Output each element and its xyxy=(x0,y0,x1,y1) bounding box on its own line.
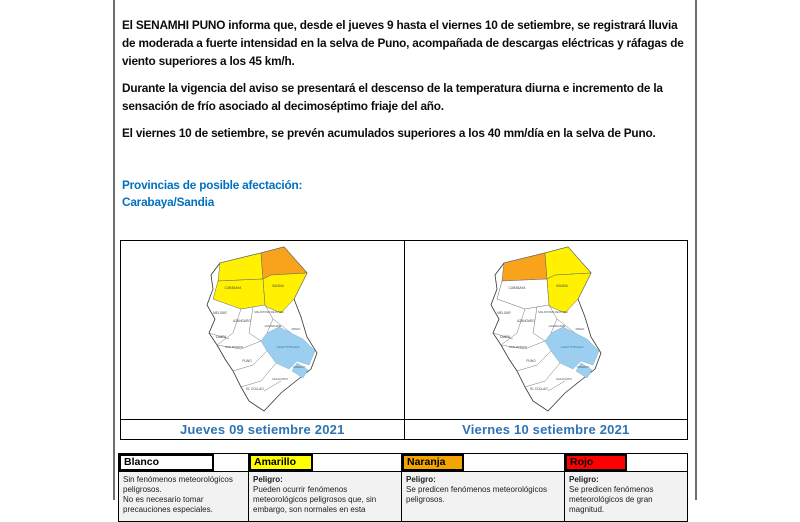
legend-line: Se predicen fenómenos meteorológicos de gran magnitud. xyxy=(569,485,654,514)
svg-text:AZANGARO: AZANGARO xyxy=(516,319,535,323)
svg-text:MOHO: MOHO xyxy=(575,327,584,331)
svg-text:HUANCANE: HUANCANE xyxy=(548,324,565,328)
legend-column-rojo xyxy=(564,454,687,521)
svg-text:SAN ANTONIO DE PUTINA: SAN ANTONIO DE PUTINA xyxy=(537,311,568,314)
svg-text:AZANGARO: AZANGARO xyxy=(233,319,251,323)
color-swatch-blanco: Blanco xyxy=(119,454,214,471)
svg-text:EL COLLAO: EL COLLAO xyxy=(246,387,264,391)
svg-text:HUANCANE: HUANCANE xyxy=(264,324,282,328)
map-caption-day2: Viernes 10 setiembre 2021 xyxy=(405,419,688,439)
legend-line: Pueden ocurrir fenómenos meteorológicos peligrosos que, sin embargo, son normales en esta xyxy=(253,485,377,514)
legend-desc-amarillo: Peligro: Pueden ocurrir fenómenos meteorológicos peligrosos que, sin embargo, son normales en esta xyxy=(249,472,401,521)
color-swatch-rojo: Rojo xyxy=(565,454,627,471)
svg-text:CHUCUITO: CHUCUITO xyxy=(555,377,572,381)
puno-map-day1 xyxy=(121,241,404,418)
svg-text:SANDIA: SANDIA xyxy=(555,284,568,288)
legend-header-amarillo xyxy=(249,454,401,472)
advisory-paragraph-1: El SENAMHI PUNO informa que, desde el jueves 9 hasta el viernes 10 de setiembre, se registrará lluvia de moderada a fuerte intensidad en la selva de Puno, acompañada de descargas eléctricas y ráfagas de viento superiores a los 45 km/h. xyxy=(122,18,684,68)
map-figure xyxy=(120,240,688,440)
provinces-section xyxy=(122,177,692,211)
warning-level-legend-table xyxy=(118,453,688,522)
svg-text:SAN ROMAN: SAN ROMAN xyxy=(508,345,527,349)
legend-column-naranja xyxy=(401,454,564,521)
legend-header-naranja xyxy=(402,454,564,472)
svg-text:SANDIA: SANDIA xyxy=(272,284,284,288)
legend-line: Se predicen fenómenos meteorológicos peligrosos. xyxy=(406,485,547,504)
legend-column-amarillo xyxy=(248,454,401,521)
map-caption-day1: Jueves 09 setiembre 2021 xyxy=(121,419,404,439)
page-left-rule xyxy=(113,0,115,500)
provinces-label: Provincias de posible afectación: xyxy=(122,178,303,192)
svg-text:PUNO: PUNO xyxy=(242,359,252,363)
svg-text:MELGAR: MELGAR xyxy=(213,311,227,315)
legend-desc-naranja: Peligro: Se predicen fenómenos meteorológicos peligrosos. xyxy=(402,472,564,511)
svg-text:EL COLLAO: EL COLLAO xyxy=(529,387,548,391)
page-right-rule xyxy=(695,0,697,500)
svg-text:MELGAR: MELGAR xyxy=(496,311,511,315)
svg-text:LAMPA: LAMPA xyxy=(215,335,227,339)
svg-text:SAN ROMAN: SAN ROMAN xyxy=(224,345,244,349)
legend-line: Sin fenómenos meteorológicos peligrosos. xyxy=(123,475,233,494)
map-panel-jueves xyxy=(121,241,404,439)
legend-line: No es necesario tomar precauciones especiales. xyxy=(123,495,213,514)
color-swatch-amarillo: Amarillo xyxy=(249,454,313,471)
map-panel-viernes xyxy=(404,241,688,439)
provinces-value: Carabaya/Sandia xyxy=(122,195,215,209)
svg-text:YUNGUYO: YUNGUYO xyxy=(292,366,306,369)
svg-text:YUNGUYO: YUNGUYO xyxy=(575,366,590,369)
color-swatch-naranja: Naranja xyxy=(402,454,464,471)
svg-text:MOHO: MOHO xyxy=(291,327,301,331)
advisory-text-block xyxy=(122,16,692,151)
advisory-paragraph-3: El viernes 10 de setiembre, se prevén acumulados superiores a los 40 mm/día en la selva de Puno. xyxy=(122,126,656,140)
svg-text:PUNO: PUNO xyxy=(525,359,536,363)
svg-text:LAGO TITICACA: LAGO TITICACA xyxy=(560,345,583,349)
legend-desc-blanco xyxy=(119,472,248,521)
svg-text:LAGO TITICACA: LAGO TITICACA xyxy=(276,345,300,349)
svg-text:CARABAYA: CARABAYA xyxy=(224,286,242,290)
legend-header-blanco xyxy=(119,454,248,472)
svg-text:CARABAYA: CARABAYA xyxy=(508,286,525,290)
svg-text:LAMPA: LAMPA xyxy=(499,335,510,339)
legend-column-blanco xyxy=(119,454,248,521)
puno-map-day2 xyxy=(405,241,688,418)
svg-text:CHUCUITO: CHUCUITO xyxy=(272,377,288,381)
svg-text:SAN ANTONIO DE PUTINA: SAN ANTONIO DE PUTINA xyxy=(254,311,284,314)
legend-header-rojo xyxy=(565,454,687,472)
advisory-paragraph-2: Durante la vigencia del aviso se presentará el descenso de la temperatura diurna e incremento de la sensación de frío asociado al decimoséptimo friaje del año. xyxy=(122,81,663,113)
legend-desc-rojo: Peligro: Se predicen fenómenos meteorológicos de gran magnitud. xyxy=(565,472,687,521)
